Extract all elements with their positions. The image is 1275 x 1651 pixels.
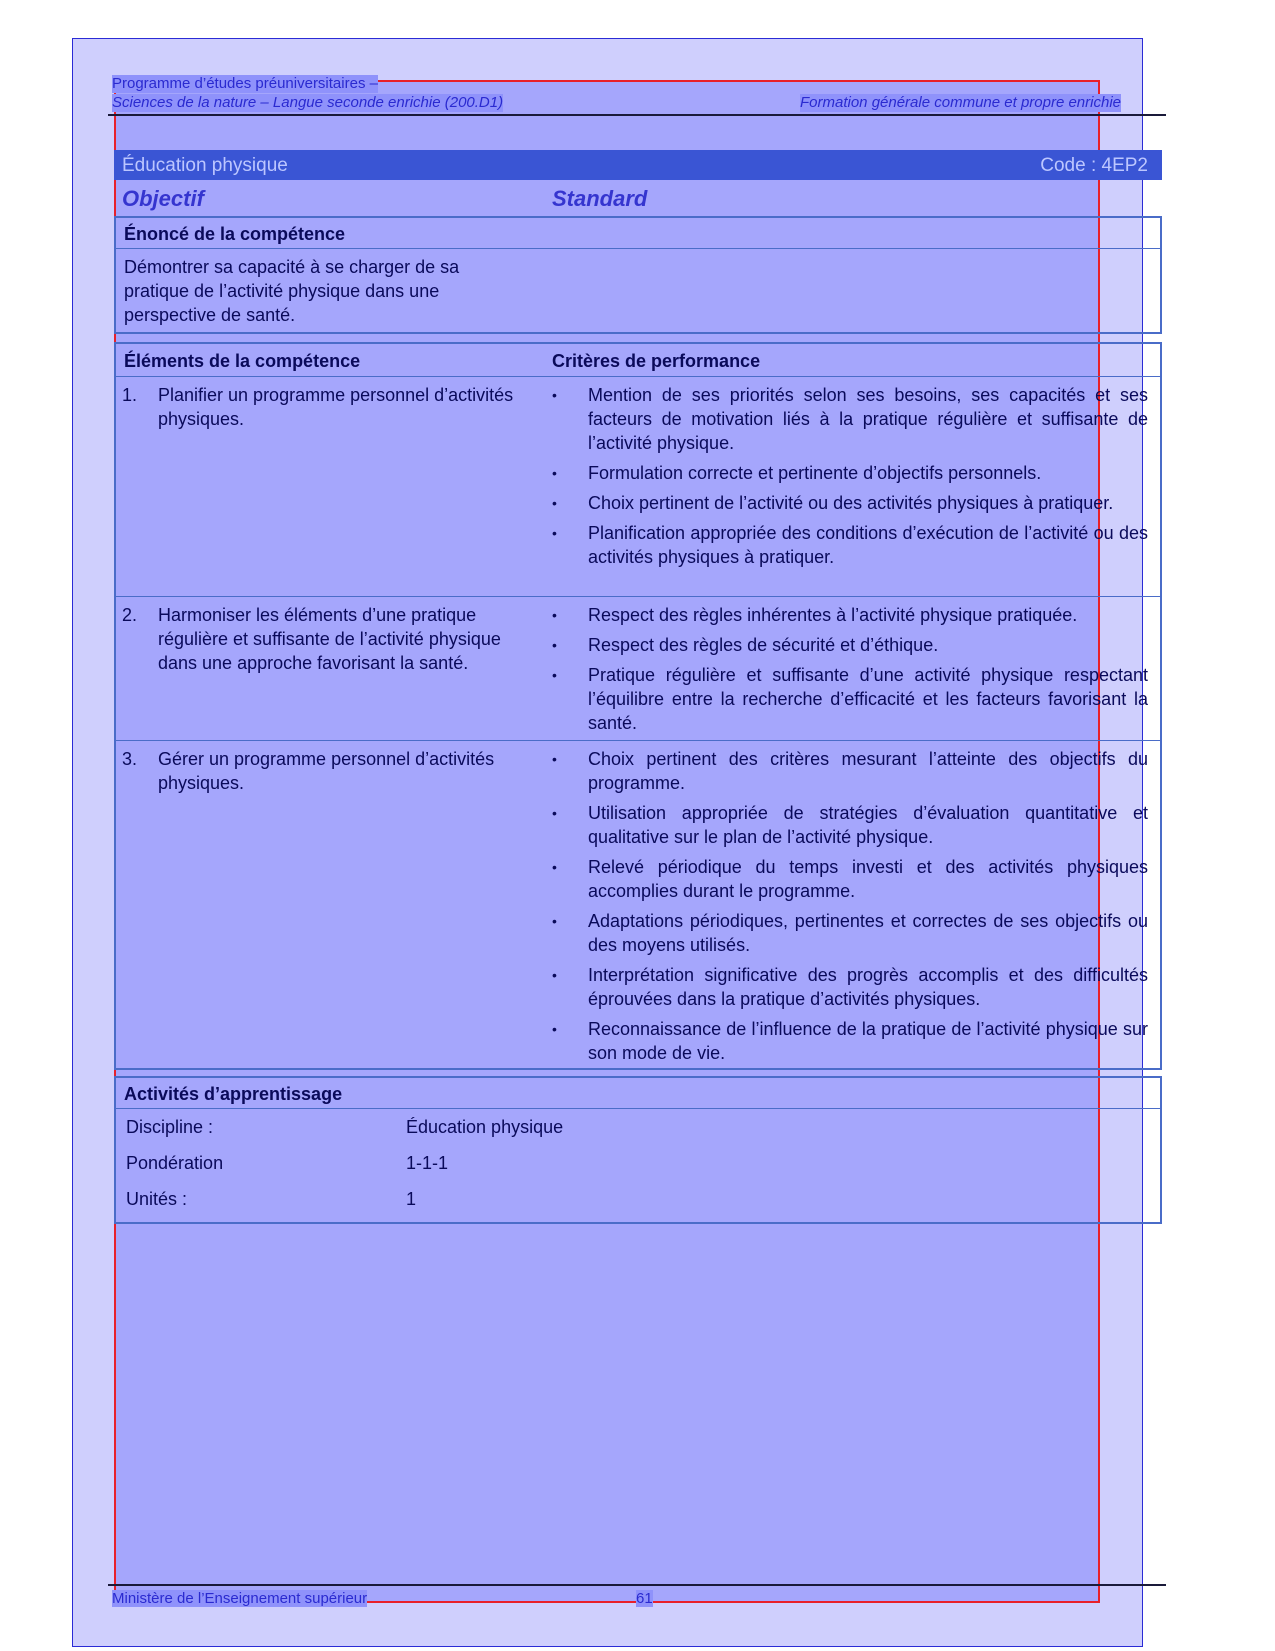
criterion-text: Respect des règles de sécurité et d’éthique. (588, 635, 939, 655)
bullet-icon: • (552, 637, 557, 653)
course-title: Éducation physique (122, 155, 288, 176)
criterion-item (552, 461, 1160, 485)
element-text: Planifier un programme personnel d’activités physiques. (158, 385, 514, 429)
bullet-icon: • (552, 387, 557, 403)
element-number: 2. (122, 605, 138, 625)
activite-row (116, 1109, 1160, 1145)
element-number: 1. (122, 385, 138, 405)
enonce-heading: Énoncé de la compétence (116, 218, 1160, 249)
element-text: Gérer un programme personnel d’activités physiques. (158, 749, 495, 793)
elements-box (114, 342, 1162, 1070)
code-value: 4EP2 (1101, 155, 1148, 176)
element-cell (116, 741, 552, 1065)
bullet-icon: • (552, 751, 557, 767)
criterion-item (552, 963, 1160, 1011)
criterion-item (552, 383, 1160, 455)
activite-value: 1 (406, 1189, 417, 1209)
element-section (116, 597, 1160, 741)
element-cell (116, 377, 552, 596)
activite-row (116, 1145, 1160, 1181)
standard-heading: Standard (552, 186, 648, 211)
criterion-item (552, 633, 1160, 657)
footer-ministry: Ministère de l’Enseignement supérieur (112, 1590, 368, 1607)
activite-label: Discipline : (126, 1117, 214, 1137)
course-code (1040, 155, 1148, 177)
elements-header-row (116, 344, 1160, 377)
criterion-text: Relevé périodique du temps investi et des activités physiques accomplies durant le programme. (588, 857, 1148, 901)
activites-box (114, 1076, 1162, 1224)
criterion-item (552, 603, 1160, 627)
criterion-text: Pratique régulière et suffisante d’une activité physique respectant l’équilibre entre la recherche d’efficacité et les facteurs favorisant la santé. (588, 665, 1148, 733)
code-label: Code : (1040, 155, 1097, 176)
criteria-list (552, 377, 1160, 596)
footer-rule (108, 1584, 1166, 1586)
element-section (116, 741, 1160, 1065)
activites-heading: Activités d’apprentissage (116, 1078, 1160, 1109)
element-section (116, 377, 1160, 597)
activite-label: Pondération (126, 1153, 224, 1173)
criterion-text: Adaptations périodiques, pertinentes et correctes de ses objectifs ou des moyens utilisés. (588, 911, 1148, 955)
criterion-item (552, 855, 1160, 903)
criterion-text: Choix pertinent des critères mesurant l’atteinte des objectifs du programme. (588, 749, 1148, 793)
bullet-icon: • (552, 667, 557, 683)
criteria-list (552, 741, 1160, 1065)
elements-heading: Éléments de la compétence (124, 351, 361, 371)
page-number: 61 (636, 1590, 653, 1607)
activite-value: 1-1-1 (406, 1153, 449, 1173)
header-right-text: Formation générale commune et propre enrichie (800, 94, 1121, 111)
activite-row (116, 1181, 1160, 1217)
element-text: Harmoniser les éléments d’une pratique régulière et suffisante de l’activité physique dans une approche favorisant la santé. (158, 605, 501, 673)
program-line: Programme d’études préuniversitaires – (112, 75, 378, 92)
bullet-icon: • (552, 607, 557, 623)
program-name: Sciences de la nature – Langue seconde enrichie (200.D1) (112, 94, 504, 111)
bullet-icon: • (552, 913, 557, 929)
activite-value: Éducation physique (406, 1117, 564, 1137)
enonce-box (114, 216, 1162, 334)
enonce-text: Démontrer sa capacité à se charger de sa pratique de l’activité physique dans une perspective de santé. (124, 257, 460, 325)
bullet-icon: • (552, 465, 557, 481)
element-number: 3. (122, 749, 138, 769)
criterion-text: Reconnaissance de l’influence de la pratique de l’activité physique sur son mode de vie. (588, 1019, 1148, 1063)
criteria-list (552, 597, 1160, 740)
element-cell (116, 597, 552, 740)
header-rule (108, 114, 1166, 116)
criterion-text: Mention de ses priorités selon ses besoins, ses capacités et ses facteurs de motivation liés à la pratique régulière et suffisante de l’activité physique. (588, 385, 1148, 453)
criterion-item (552, 521, 1160, 569)
bullet-icon: • (552, 1021, 557, 1037)
bullet-icon: • (552, 967, 557, 983)
criterion-text: Interprétation significative des progrès accomplis et des difficultés éprouvées dans la pratique d’activités physiques. (588, 965, 1148, 1009)
criterion-item (552, 909, 1160, 957)
bullet-icon: • (552, 495, 557, 511)
criterion-text: Formulation correcte et pertinente d’objectifs personnels. (588, 463, 1042, 483)
criterion-text: Planification appropriée des conditions d’exécution de l’activité ou des activités physiques à pratiquer. (588, 523, 1148, 567)
criterion-text: Respect des règles inhérentes à l’activité physique pratiquée. (588, 605, 1078, 625)
criterion-item (552, 1017, 1160, 1065)
objectif-heading: Objectif (122, 186, 204, 211)
bullet-icon: • (552, 525, 557, 541)
criterion-text: Choix pertinent de l’activité ou des activités physiques à pratiquer. (588, 493, 1114, 513)
criterion-item (552, 801, 1160, 849)
criteres-heading: Critères de performance (552, 351, 761, 371)
criterion-item (552, 747, 1160, 795)
bullet-icon: • (552, 805, 557, 821)
activite-label: Unités : (126, 1189, 188, 1209)
criterion-item (552, 663, 1160, 735)
bullet-icon: • (552, 859, 557, 875)
criterion-text: Utilisation appropriée de stratégies d’évaluation quantitative et qualitative sur le plan de l’activité physique. (588, 803, 1148, 847)
course-title-bar (114, 150, 1162, 180)
criterion-item (552, 491, 1160, 515)
